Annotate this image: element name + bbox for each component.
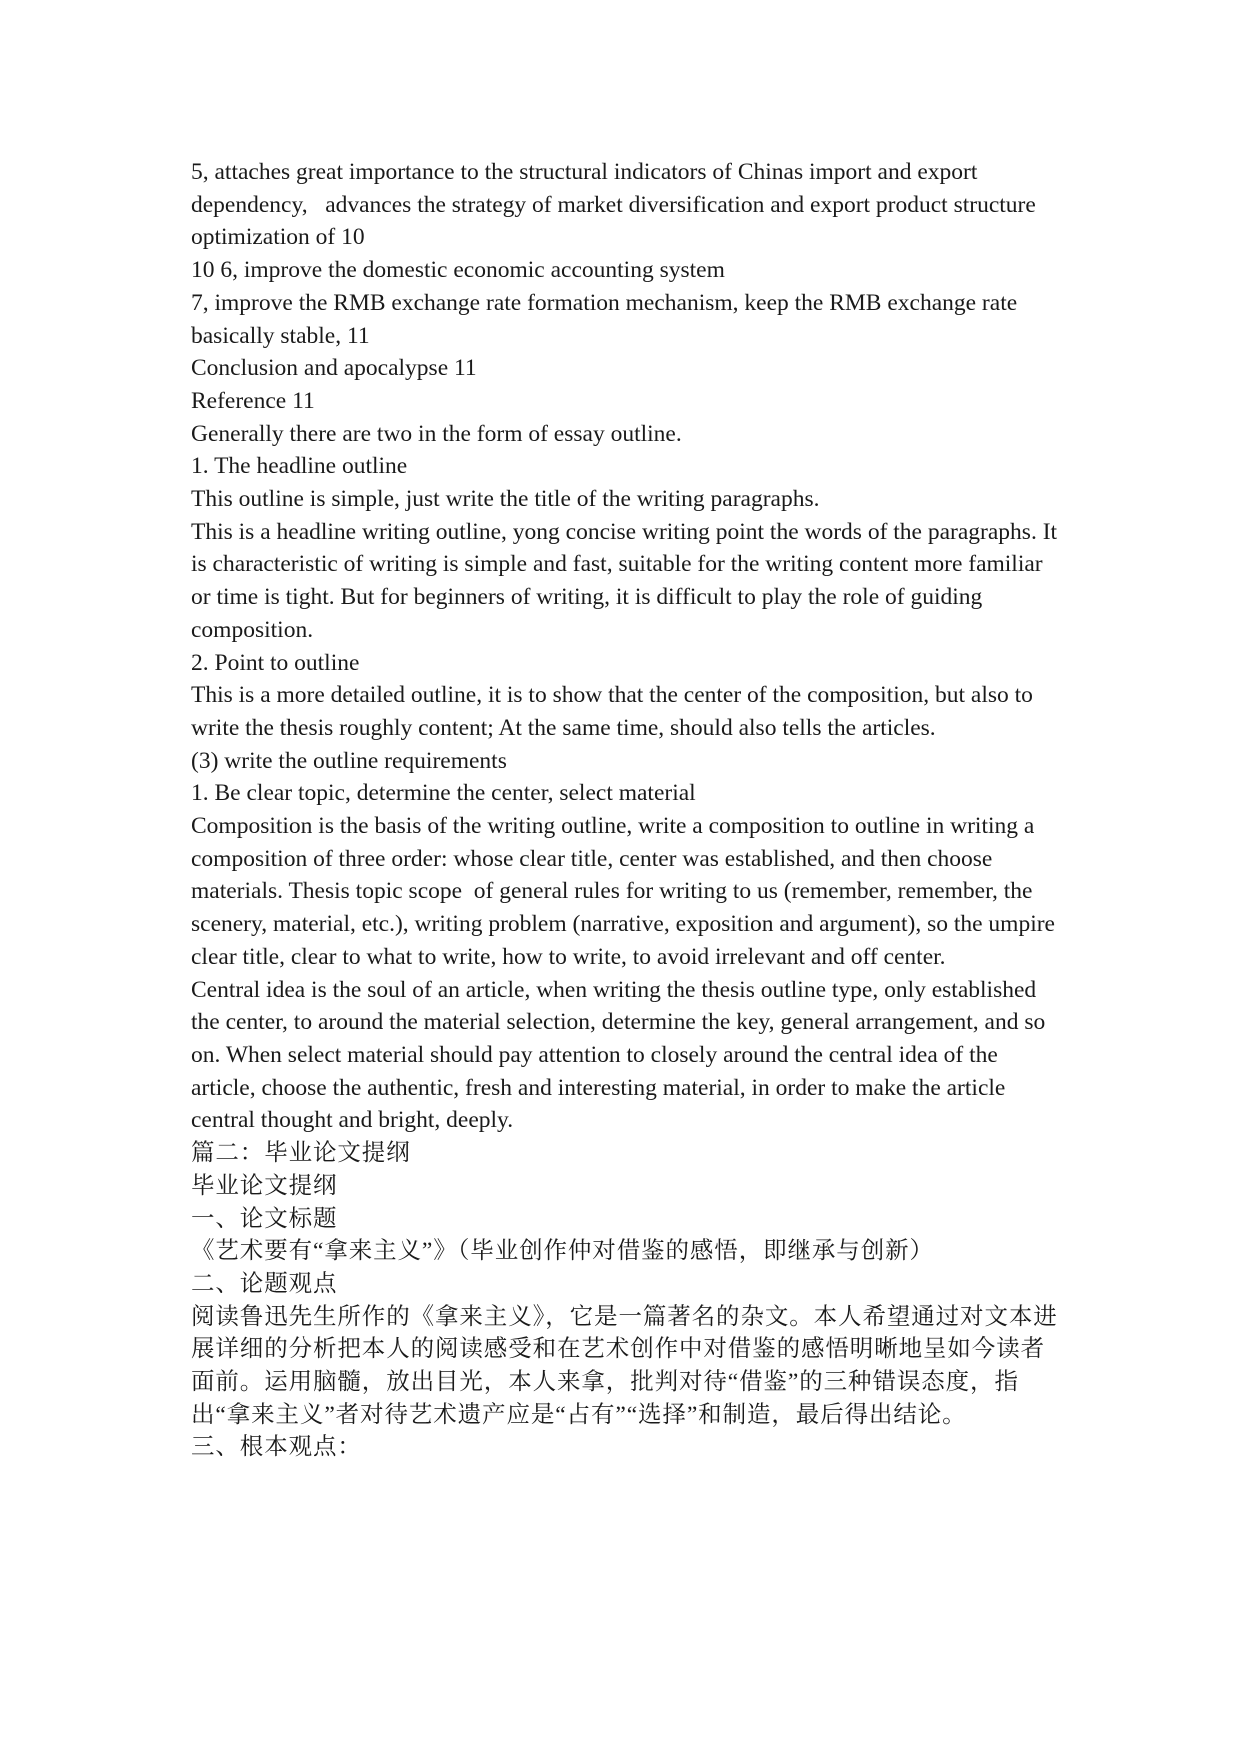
chapter-title: 篇二：毕业论文提纲 xyxy=(191,1140,411,1167)
text-line: 10 6, improve the domestic economic accounting system xyxy=(191,257,725,284)
text-line: Conclusion and apocalypse 11 xyxy=(191,355,477,382)
text-line: This outline is simple, just write the title of the writing paragraphs. xyxy=(191,486,820,513)
paragraph: This is a more detailed outline, it is to show that the center of the composition, but also to write the thesis roughly content; At the same time, should also tells the articles. xyxy=(191,682,1039,741)
paragraph: Composition is the basis of the writing outline, write a composition to outline in writing a composition of three order: whose clear title, center was established, and then choose materials. Thesis topic scope of general rules for writing to us (remember, remember, the scenery, material, etc.), writing problem (narrative, exposition and argument), so the umpire clear title, clear to what to write, how to write, to avoid irrelevant and off center. xyxy=(191,813,1061,970)
paragraph: Central idea is the soul of an article, when writing the thesis outline type, only established the center, to around the material selection, determine the key, general arrangement, and so on. When select material should pay attention to closely around the central idea of the article, choose the authentic, fresh and interesting material, in order to make the article central thought and bright, deeply. xyxy=(191,976,1052,1134)
section-heading: 1. The headline outline xyxy=(191,453,408,480)
text-line: 5, attaches great importance to the structural indicators of Chinas import and export dependency, advances the strategy of market diversification and export product structure optimization of 10 xyxy=(191,159,1042,251)
section-heading: 三、根本观点： xyxy=(191,1434,362,1461)
text-line: 7, improve the RMB exchange rate formation mechanism, keep the RMB exchange rate basically stable, 11 xyxy=(191,289,1024,349)
paragraph: This is a headline writing outline, yong concise writing point the words of the paragraphs. It is characteristic of writing is simple and fast, suitable for the writing content more familiar or time is tight. But for beginners of writing, it is difficult to play the role of guiding composition. xyxy=(191,518,1063,643)
document-body xyxy=(191,156,1061,1464)
section-heading: (3) write the outline requirements xyxy=(191,747,507,774)
paragraph: 阅读鲁迅先生所作的《拿来主义》，它是一篇著名的杂文。本人希望通过对文本进展详细的分析把本人的阅读感受和在艺术创作中对借鉴的感悟明晰地呈如今读者面前。运用脑髓，放出目光，本人来拿，批判对待“借鉴”的三种错误态度，指出“拿来主义”者对待艺术遗产应是“占有”“选择”和制造，最后得出结论。 xyxy=(191,1303,1058,1428)
section-heading: 1. Be clear topic, determine the center, select material xyxy=(191,780,696,807)
document-title: 毕业论文提纲 xyxy=(191,1172,338,1199)
section-heading: 二、论题观点 xyxy=(191,1270,338,1297)
text-line: Generally there are two in the form of essay outline. xyxy=(191,420,682,447)
section-heading: 一、论文标题 xyxy=(191,1205,338,1232)
section-heading: 2. Point to outline xyxy=(191,649,360,676)
thesis-title: 《艺术要有“拿来主义”》（毕业创作仲对借鉴的感悟，即继承与创新） xyxy=(191,1238,934,1265)
text-line: Reference 11 xyxy=(191,387,315,414)
